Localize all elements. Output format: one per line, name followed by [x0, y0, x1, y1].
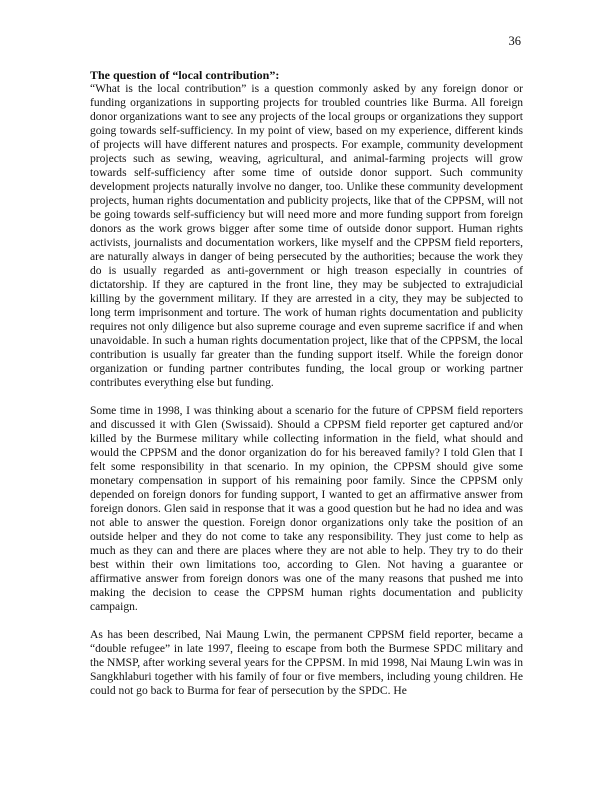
- paragraph-1998-scenario: Some time in 1998, I was thinking about a scenario for the future of CPPSM field reporters and discussed it with Glen (Swissaid). Should a CPPSM field reporter get captured and/or killed by the Burmese military while collecting information in the field, what should and would the CPPSM and the donor organization do for his bereaved family? I told Glen that I felt some responsibility in that scenario. In my opinion, the CPPSM should give some monetary compensation in support of his remaining poor family. Since the CPPSM only depended on foreign donors for funding support, I wanted to get an affirmative answer from foreign donors. Glen said in response that it was a good question but he had no idea and was not able to answer the question. Foreign donor organizations only take the position of an outside helper and they do not come to take any responsibility. They just come to help as much as they can and there are places where they are not able to help. They try to do their best within their own limitations too, according to Glen. Not having a guarantee or affirmative answer from foreign donors was one of the many reasons that pushed me into making the decision to cease the CPPSM human rights documentation and publicity campaign.: [90, 405, 523, 613]
- page-content: [90, 68, 523, 712]
- page-number: 36: [508, 34, 521, 48]
- section-heading: The question of “local contribution”:: [90, 68, 280, 82]
- paragraph-nai-maung-lwin: As has been described, Nai Maung Lwin, the permanent CPPSM field reporter, became a “double refugee” in late 1997, fleeing to escape from both the Burmese SPDC military and the NMSP, after working several years for the CPPSM. In mid 1998, Nai Maung Lwin was in Sangkhlaburi together with his family of four or five members, including young children. He could not go back to Burma for fear of persecution by the SPDC. He: [90, 629, 523, 697]
- paragraph-local-contribution: “What is the local contribution” is a question commonly asked by any foreign donor or funding organizations in supporting projects for troubled countries like Burma. All foreign donor organizations want to see any projects of the local groups or organizations they support going towards self-sufficiency. In my point of view, based on my experience, different kinds of projects will have different natures and prospects. For example, community development projects such as sewing, weaving, agricultural, and animal-farming projects will grow towards self-sufficiency after some time of outside donor support. Such community development projects naturally involve no danger, too. Unlike these community development projects, human rights documentation and publicity projects, like that of the CPPSM, will not be going towards self-sufficiency but will need more and more funding support from foreign donors as the work grows bigger after some time of outside donor support. Human rights activists, journalists and documentation workers, like myself and the CPPSM field reporters, are naturally always in danger of being persecuted by the authorities; because the work they do is usually regarded as anti-government or high treason especially in countries of dictatorship. If they are captured in the front line, they may be subjected to extrajudicial killing by the government military. If they are arrested in a city, they may be subjected to long term imprisonment and torture. The work of human rights documentation and publicity requires not only diligence but also supreme courage and even supreme sacrifice if and when unavoidable. In such a human rights documentation project, like that of the CPPSM, the local contribution is usually far greater than the funding support itself. While the foreign donor organization or funding partner contributes funding, the local group or working partner contributes everything else but funding.: [90, 83, 523, 389]
